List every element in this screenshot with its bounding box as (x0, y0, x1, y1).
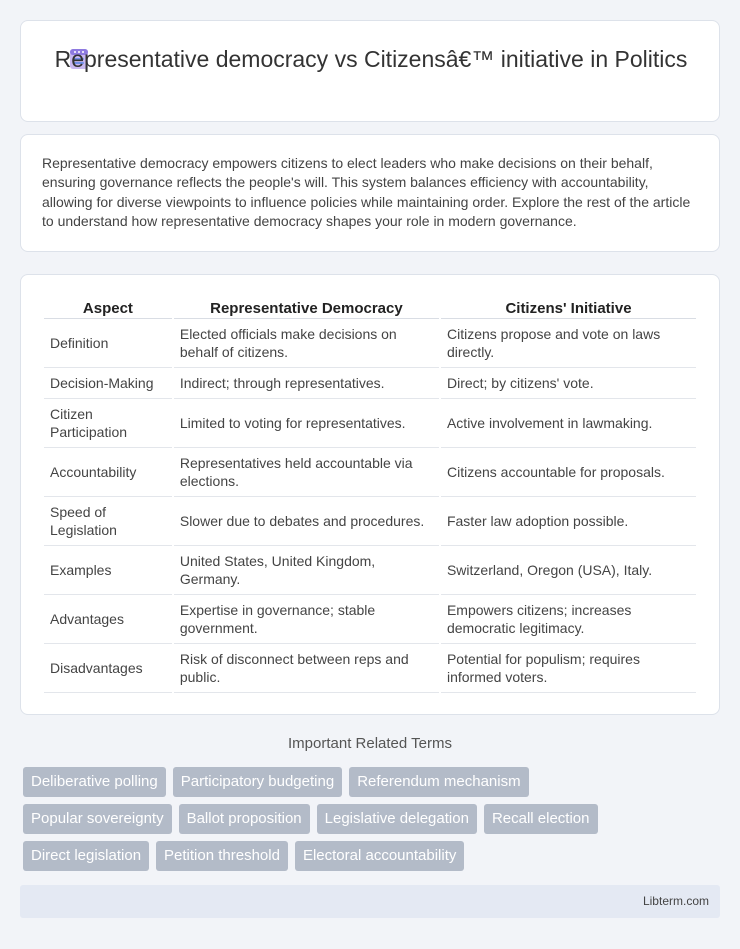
intro-paragraph: Representative democracy empowers citizens to elect leaders who make decisions on their behalf, ensuring governance reflects the people's will. This system balances efficiency with accountability, allowing for diverse viewpoints to influence policies while maintaining order. Explore the rest of the article to understand how representative democracy shapes your role in modern governance. (42, 155, 691, 229)
related-term-tag[interactable]: Petition threshold (156, 841, 288, 871)
aspect-cell: Speed of Legislation (44, 497, 172, 546)
representative-cell: Expertise in governance; stable government. (174, 595, 439, 644)
representative-cell: Indirect; through representatives. (174, 368, 439, 399)
initiative-cell: Citizens propose and vote on laws directly. (441, 319, 696, 368)
footer-site-link[interactable]: Libterm.com (642, 894, 709, 908)
initiative-cell: Faster law adoption possible. (441, 497, 696, 546)
comparison-table (42, 295, 698, 693)
tag-row (23, 767, 723, 797)
table-row (44, 595, 696, 644)
table-row (44, 319, 696, 368)
aspect-cell: Definition (44, 319, 172, 368)
representative-cell: Representatives held accountable via elections. (174, 448, 439, 497)
related-term-tag[interactable]: Participatory budgeting (173, 767, 342, 797)
related-term-tag[interactable]: Popular sovereignty (23, 804, 172, 834)
aspect-cell: Citizen Participation (44, 399, 172, 448)
aspect-cell: Advantages (44, 595, 172, 644)
related-term-tag[interactable]: Deliberative polling (23, 767, 166, 797)
table-header-row (44, 295, 696, 319)
representative-cell: Slower due to debates and procedures. (174, 497, 439, 546)
aspect-cell: Disadvantages (44, 644, 172, 693)
related-terms-heading: Important Related Terms (288, 735, 452, 752)
header-card (20, 20, 720, 122)
tag-row (23, 841, 723, 871)
initiative-cell: Potential for populism; requires informed voters. (441, 644, 696, 693)
related-term-tag[interactable]: Referendum mechanism (349, 767, 528, 797)
table-row (44, 546, 696, 595)
aspect-cell: Examples (44, 546, 172, 595)
tag-row (23, 804, 723, 834)
related-term-tag[interactable]: Direct legislation (23, 841, 149, 871)
page-title: Representative democracy vs Citizensâ€™ initiative in Politics (54, 46, 688, 72)
table-row (44, 399, 696, 448)
initiative-cell: Direct; by citizens' vote. (441, 368, 696, 399)
table-row (44, 644, 696, 693)
aspect-cell: Accountability (44, 448, 172, 497)
initiative-cell: Switzerland, Oregon (USA), Italy. (441, 546, 696, 595)
related-term-tag[interactable]: Ballot proposition (179, 804, 310, 834)
intro-card (20, 134, 720, 252)
column-header: Aspect (44, 295, 172, 319)
representative-cell: Limited to voting for representatives. (174, 399, 439, 448)
related-term-tag[interactable]: Electoral accountability (295, 841, 464, 871)
initiative-cell: Citizens accountable for proposals. (441, 448, 696, 497)
column-header: Representative Democracy (174, 295, 439, 319)
representative-cell: United States, United Kingdom, Germany. (174, 546, 439, 595)
footer-bar (20, 885, 720, 918)
representative-cell: Elected officials make decisions on behalf of citizens. (174, 319, 439, 368)
representative-cell: Risk of disconnect between reps and public. (174, 644, 439, 693)
table-row (44, 497, 696, 546)
aspect-cell: Decision-Making (44, 368, 172, 399)
initiative-cell: Active involvement in lawmaking. (441, 399, 696, 448)
comparison-card (20, 274, 720, 715)
table-row (44, 448, 696, 497)
related-term-tag[interactable]: Recall election (484, 804, 598, 834)
related-term-tag[interactable]: Legislative delegation (317, 804, 477, 834)
initiative-cell: Empowers citizens; increases democratic legitimacy. (441, 595, 696, 644)
table-row (44, 368, 696, 399)
related-terms-list (23, 767, 723, 878)
column-header: Citizens' Initiative (441, 295, 696, 319)
